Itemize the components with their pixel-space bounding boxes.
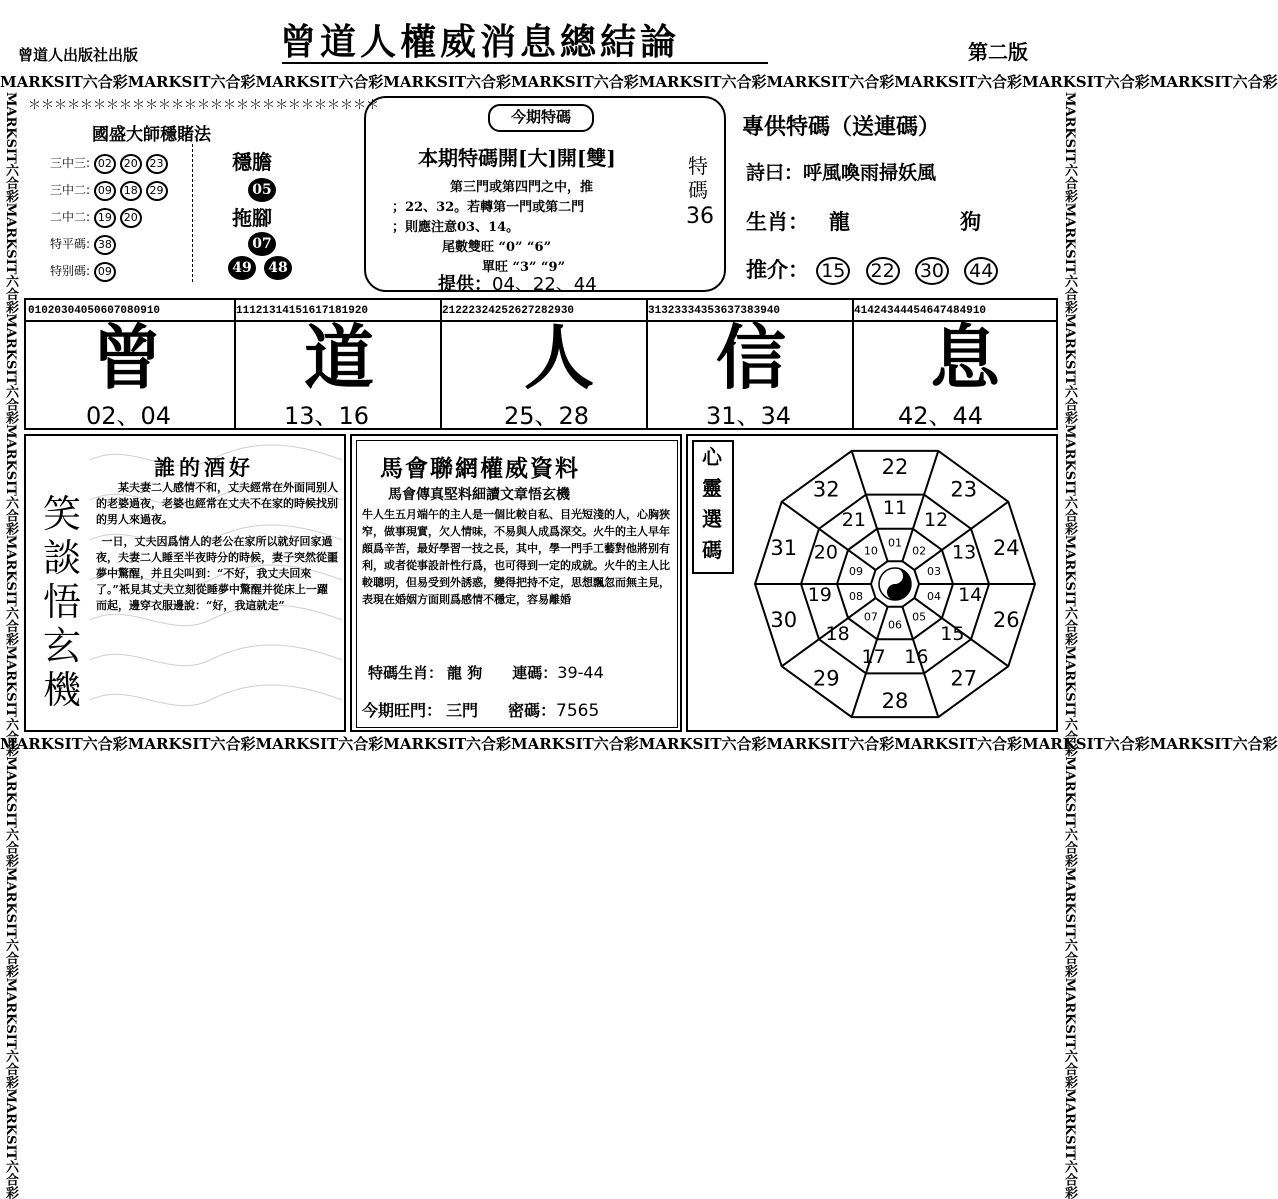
- wheel-inner-number: 01: [888, 536, 902, 550]
- poem-row: 詩曰：呼風喚雨掃妖風: [746, 162, 937, 184]
- banner-char: 信: [716, 316, 786, 399]
- wheel-outer-number: 30: [770, 608, 798, 633]
- special-headline: 本期特碼開[大]開[雙]: [418, 146, 616, 170]
- recommend-row: 推介： 15 22 30 44: [746, 254, 998, 285]
- provide-row: 提供：04、22、44: [438, 274, 597, 295]
- number-strip-2: 11121314151617181920: [236, 305, 369, 317]
- wheel-middle-number: 15: [940, 622, 965, 645]
- joke-body: 某夫妻二人感情不和，丈夫經常在外面同别人的老婆過夜，老婆也經常在丈夫不在家的時候找别的男人來過夜。 一日，丈夫因爲情人的老公在家所以就好回家過夜，夫妻二人睡至半夜時分的時候，妻子突然從噩夢中驚醒，并且尖叫到：“不好，我丈夫回來了。”衹見其丈夫立刻從睡夢中驚醒并從床上一躍而起，邊穿衣服邊說：“好，我這就走”: [96, 481, 338, 612]
- recommend-ball: 22: [866, 257, 900, 285]
- wheel-middle-number: 12: [924, 509, 949, 532]
- number-strip-3: 21222324252627282930: [442, 305, 575, 317]
- joke-panel: [24, 434, 346, 732]
- wheel-inner-number: 06: [888, 618, 902, 632]
- special-code-panel: [364, 96, 726, 295]
- row-special-code: 特别碼: 09: [50, 258, 168, 285]
- wheel-middle-number: 13: [952, 541, 977, 564]
- vertical-divider: [192, 144, 193, 282]
- top-border-text: MARKSIT六合彩MARKSIT六合彩MARKSIT六合彩MARKSIT六合彩MARKSIT六合彩MARKSIT六合彩MARKSIT六合彩MARKSIT六合彩MARKSIT六合彩MARKSIT六合彩: [0, 73, 1278, 91]
- edition-label: 第二版: [968, 40, 1028, 64]
- wheel-outer-number: 32: [812, 477, 840, 502]
- wen-dan-label: 穩膽: [232, 150, 272, 174]
- wheel-inner-number: 03: [927, 564, 941, 578]
- left-border-text: MARKSIT六合彩MARKSIT六合彩MARKSIT六合彩MARKSIT六合彩MARKSIT六合彩MARKSIT六合彩MARKSIT六合彩MARKSIT六合彩MARKSIT六合彩MARKSIT六合彩: [3, 92, 18, 1199]
- row-two-of-two: 二中二: 19 20: [50, 204, 168, 231]
- horse-title: 馬會聯網權威資料: [380, 455, 580, 482]
- num-ball: 02: [94, 154, 116, 174]
- special-code-badge: 今期特碼: [488, 104, 594, 132]
- number-wheel: [734, 436, 1056, 730]
- row-three-of-three: 三中三: 02 20 23: [50, 150, 168, 177]
- joke-title: 誰的酒好: [154, 455, 254, 480]
- offer-panel: [734, 96, 1058, 292]
- extra-ball: 49: [228, 256, 256, 280]
- joke-vertical-title: 笑 談 悟 玄 機: [42, 492, 81, 712]
- wheel-outer-number: 23: [950, 477, 978, 502]
- banner-char: 人: [524, 316, 594, 399]
- recommend-ball: 44: [964, 257, 998, 285]
- page-title: 曾道人權威消息總結論: [280, 21, 681, 63]
- banner-nums: 42、44: [898, 402, 984, 430]
- num-ball: 29: [146, 181, 168, 201]
- wheel-inner-number: 02: [912, 544, 927, 558]
- title-underline: [282, 62, 768, 64]
- num-ball: 23: [146, 154, 168, 174]
- wheel-middle-number: 18: [825, 622, 850, 645]
- row-three-of-two: 三中二: 09 18 29: [50, 177, 168, 204]
- banner-char: 道: [304, 316, 374, 399]
- horse-zodiac-row: 特碼生肖： 龍 狗 連碼：39-44: [368, 663, 604, 682]
- right-border-text: MARKSIT六合彩MARKSIT六合彩MARKSIT六合彩MARKSIT六合彩MARKSIT六合彩MARKSIT六合彩MARKSIT六合彩MARKSIT六合彩MARKSIT六合彩MARKSIT六合彩: [1062, 92, 1077, 1199]
- star-border-top: ＊＊＊＊＊＊＊＊＊＊＊＊＊＊＊＊＊＊＊＊＊＊＊＊＊＊＊: [28, 98, 380, 113]
- publisher-label: 曾道人出版社出版: [18, 46, 139, 64]
- zodiac-row: 生肖： 龍 狗: [746, 209, 981, 234]
- banner-char: 息: [930, 316, 1000, 399]
- special-lines: 第三門或第四門之中，推 ；22、32。若轉第一門或第二門 ；則應注意03、14。 尾數雙旺 “0” “6” 單旺 “3” “9”: [392, 180, 594, 275]
- side-value: 36: [686, 204, 714, 229]
- banner-nums: 13、16: [284, 402, 370, 430]
- number-strip-4: 31323334353637383940: [648, 305, 781, 317]
- wheel-inner-number: 10: [863, 544, 878, 558]
- num-ball: 19: [94, 208, 116, 228]
- horse-door-row: 今期旺門： 三門 密碼：7565: [362, 701, 600, 721]
- num-ball: 09: [94, 262, 116, 282]
- wheel-outer-number: 26: [992, 608, 1020, 633]
- wen-dan-ball: 05: [248, 178, 276, 202]
- number-strip-1: 01020304050607080910: [28, 305, 161, 317]
- heart-panel: [686, 434, 1058, 732]
- offer-title: 專供特碼（送連碼）: [742, 114, 941, 140]
- wheel-outer-number: 31: [770, 535, 798, 560]
- wheel-middle-number: 21: [841, 509, 866, 532]
- bottom-border-text: MARKSIT六合彩MARKSIT六合彩MARKSIT六合彩MARKSIT六合彩MARKSIT六合彩MARKSIT六合彩MARKSIT六合彩MARKSIT六合彩MARKSIT六合彩MARKSIT六合彩: [0, 735, 1278, 753]
- num-ball: 20: [120, 208, 142, 228]
- tuo-jiao-ball: 07: [248, 232, 276, 256]
- wheel-middle-number: 14: [958, 583, 983, 606]
- banner-nums: 25、28: [504, 402, 590, 430]
- horse-body: 牛人生五月端午的主人是一個比較自私、目光短淺的人，心胸狹窄，做事現實，欠人情味，不易與人成爲深交。火牛的主人早年頗爲辛苦，最好學習一技之長，其中，學一門手工藝對他將别有利，或者從事設計性行爲，也可得到一定的成就。火牛的主人比較聰明，但易受到外誘惑，變得把持不定，思想飄忽而無主見，表現在婚姻方面則爲感情不穩定，容易離婚: [362, 508, 670, 606]
- stable-bet-panel: [22, 94, 380, 290]
- banner-char: 曾: [92, 316, 162, 399]
- row-special-flat: 特平碼: 38: [50, 231, 168, 258]
- stable-bet-rows: [50, 150, 168, 285]
- wheel-middle-number: 17: [861, 645, 886, 668]
- stable-bet-title: 國盛大師穩賭法: [92, 125, 211, 145]
- horse-subtitle: 馬會傳真堅料細讀文章悟玄機: [388, 487, 570, 503]
- horse-panel: [350, 434, 682, 732]
- banner-nums: 31、34: [706, 402, 792, 430]
- recommend-ball: 15: [816, 257, 850, 285]
- extra-ball: 48: [264, 256, 292, 280]
- wheel-outer-number: 24: [992, 535, 1020, 560]
- banner-nums: 02、04: [86, 402, 172, 430]
- wheel-inner-number: 07: [863, 610, 878, 624]
- wheel-inner-number: 04: [927, 590, 941, 604]
- num-ball: 38: [94, 235, 116, 255]
- wheel-outer-number: 29: [812, 666, 840, 691]
- wheel-outer-number: 28: [881, 689, 909, 713]
- wheel-outer-number: 22: [881, 455, 909, 479]
- num-ball: 18: [120, 181, 142, 201]
- number-strip-5: 41424344454647484910: [854, 305, 987, 317]
- wheel-middle-number: 20: [813, 541, 838, 564]
- heart-vertical-title: 心 靈 選 碼: [702, 445, 722, 562]
- wheel-inner-number: 09: [849, 564, 863, 578]
- wheel-inner-number: 08: [849, 590, 863, 604]
- num-ball: 20: [120, 154, 142, 174]
- wheel-inner-number: 05: [912, 610, 927, 624]
- wheel-middle-number: 16: [904, 645, 929, 668]
- num-ball: 09: [94, 181, 116, 201]
- recommend-ball: 30: [915, 257, 949, 285]
- side-label: 特碼: [688, 154, 708, 202]
- wheel-middle-number: 11: [882, 497, 908, 519]
- wheel-middle-number: 19: [807, 583, 832, 606]
- tuo-jiao-label: 拖腳: [232, 206, 272, 230]
- wheel-outer-number: 27: [950, 666, 978, 691]
